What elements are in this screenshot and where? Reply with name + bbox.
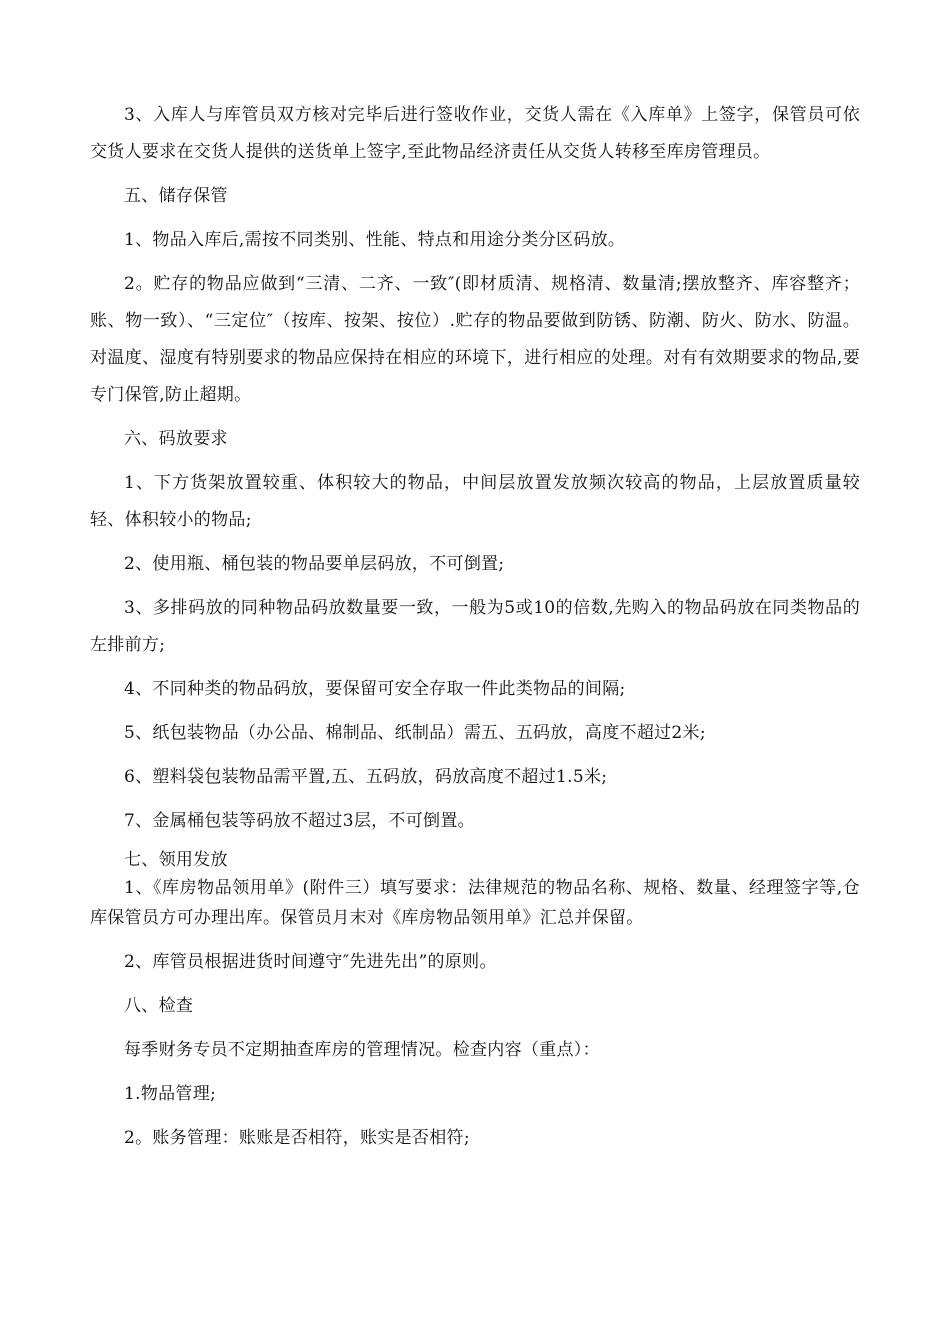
paragraph-stacking-6: 6、塑料袋包装物品需平置,五、五码放，码放高度不超过1.5米; bbox=[124, 767, 608, 787]
paragraph-storage-2: 2。贮存的物品应做到“三清、二齐、一致″(即材质清、规格清、数量清;摆放整齐、库容整齐；账、物一致）、“三定位″（按库、按架、按位）.贮存的物品要做到防锈、防潮、防火、防水、防温。对温度、湿度有特别要求的物品应保持在相应的环境下，进行相应的处理。对有有效期要求的物品,要专门保管,防止超期。 bbox=[90, 274, 860, 405]
paragraph-stacking-3: 3、多排码放的同种物品码放数量要一致，一般为5或10的倍数,先购入的物品码放在同类物品的左排前方; bbox=[90, 598, 860, 655]
paragraph-stacking-1: 1、下方货架放置较重、体积较大的物品，中间层放置发放频次较高的物品，上层放置质量较轻、体积较小的物品; bbox=[90, 473, 860, 530]
paragraph-inbound-signoff: 3、入库人与库管员双方核对完毕后进行签收作业，交货人需在《入库单》上签字，保管员可依交货人要求在交货人提供的送货单上签字,至此物品经济责任从交货人转移至库房管理员。 bbox=[90, 105, 860, 162]
paragraph-inspection-1: 1.物品管理; bbox=[124, 1084, 217, 1104]
document-page bbox=[90, 97, 860, 1164]
paragraph-issuance-1: 1、《库房物品领用单》(附件三）填写要求：法律规范的物品名称、规格、数量、经理签字等,仓库保管员方可办理出库。保管员月末对《库房物品领用单》汇总并保留。 bbox=[90, 878, 860, 928]
paragraph-stacking-7: 7、金属桶包装等码放不超过3层，不可倒置。 bbox=[124, 811, 475, 831]
section-heading-stacking: 六、码放要求 bbox=[124, 429, 228, 449]
paragraph-issuance-2: 2、库管员根据进货时间遵守″先进先出”的原则。 bbox=[124, 952, 497, 972]
section-heading-storage: 五、储存保管 bbox=[124, 186, 228, 206]
section-heading-issuance: 七、领用发放 bbox=[124, 850, 228, 870]
paragraph-stacking-4: 4、不同种类的物品码放，要保留可安全存取一件此类物品的间隔; bbox=[124, 679, 626, 699]
paragraph-inspection-2: 2。账务管理：账账是否相符，账实是否相符; bbox=[124, 1128, 470, 1148]
paragraph-storage-1: 1、物品入库后,需按不同类别、性能、特点和用途分类分区码放。 bbox=[124, 230, 626, 250]
section-heading-inspection: 八、检查 bbox=[124, 996, 194, 1016]
paragraph-stacking-5: 5、纸包装物品（办公品、棉制品、纸制品）需五、五码放，高度不超过2米; bbox=[124, 723, 706, 743]
paragraph-inspection-intro: 每季财务专员不定期抽查库房的管理情况。检查内容（重点）： bbox=[124, 1040, 600, 1060]
paragraph-stacking-2: 2、使用瓶、桶包装的物品要单层码放，不可倒置; bbox=[124, 554, 505, 574]
